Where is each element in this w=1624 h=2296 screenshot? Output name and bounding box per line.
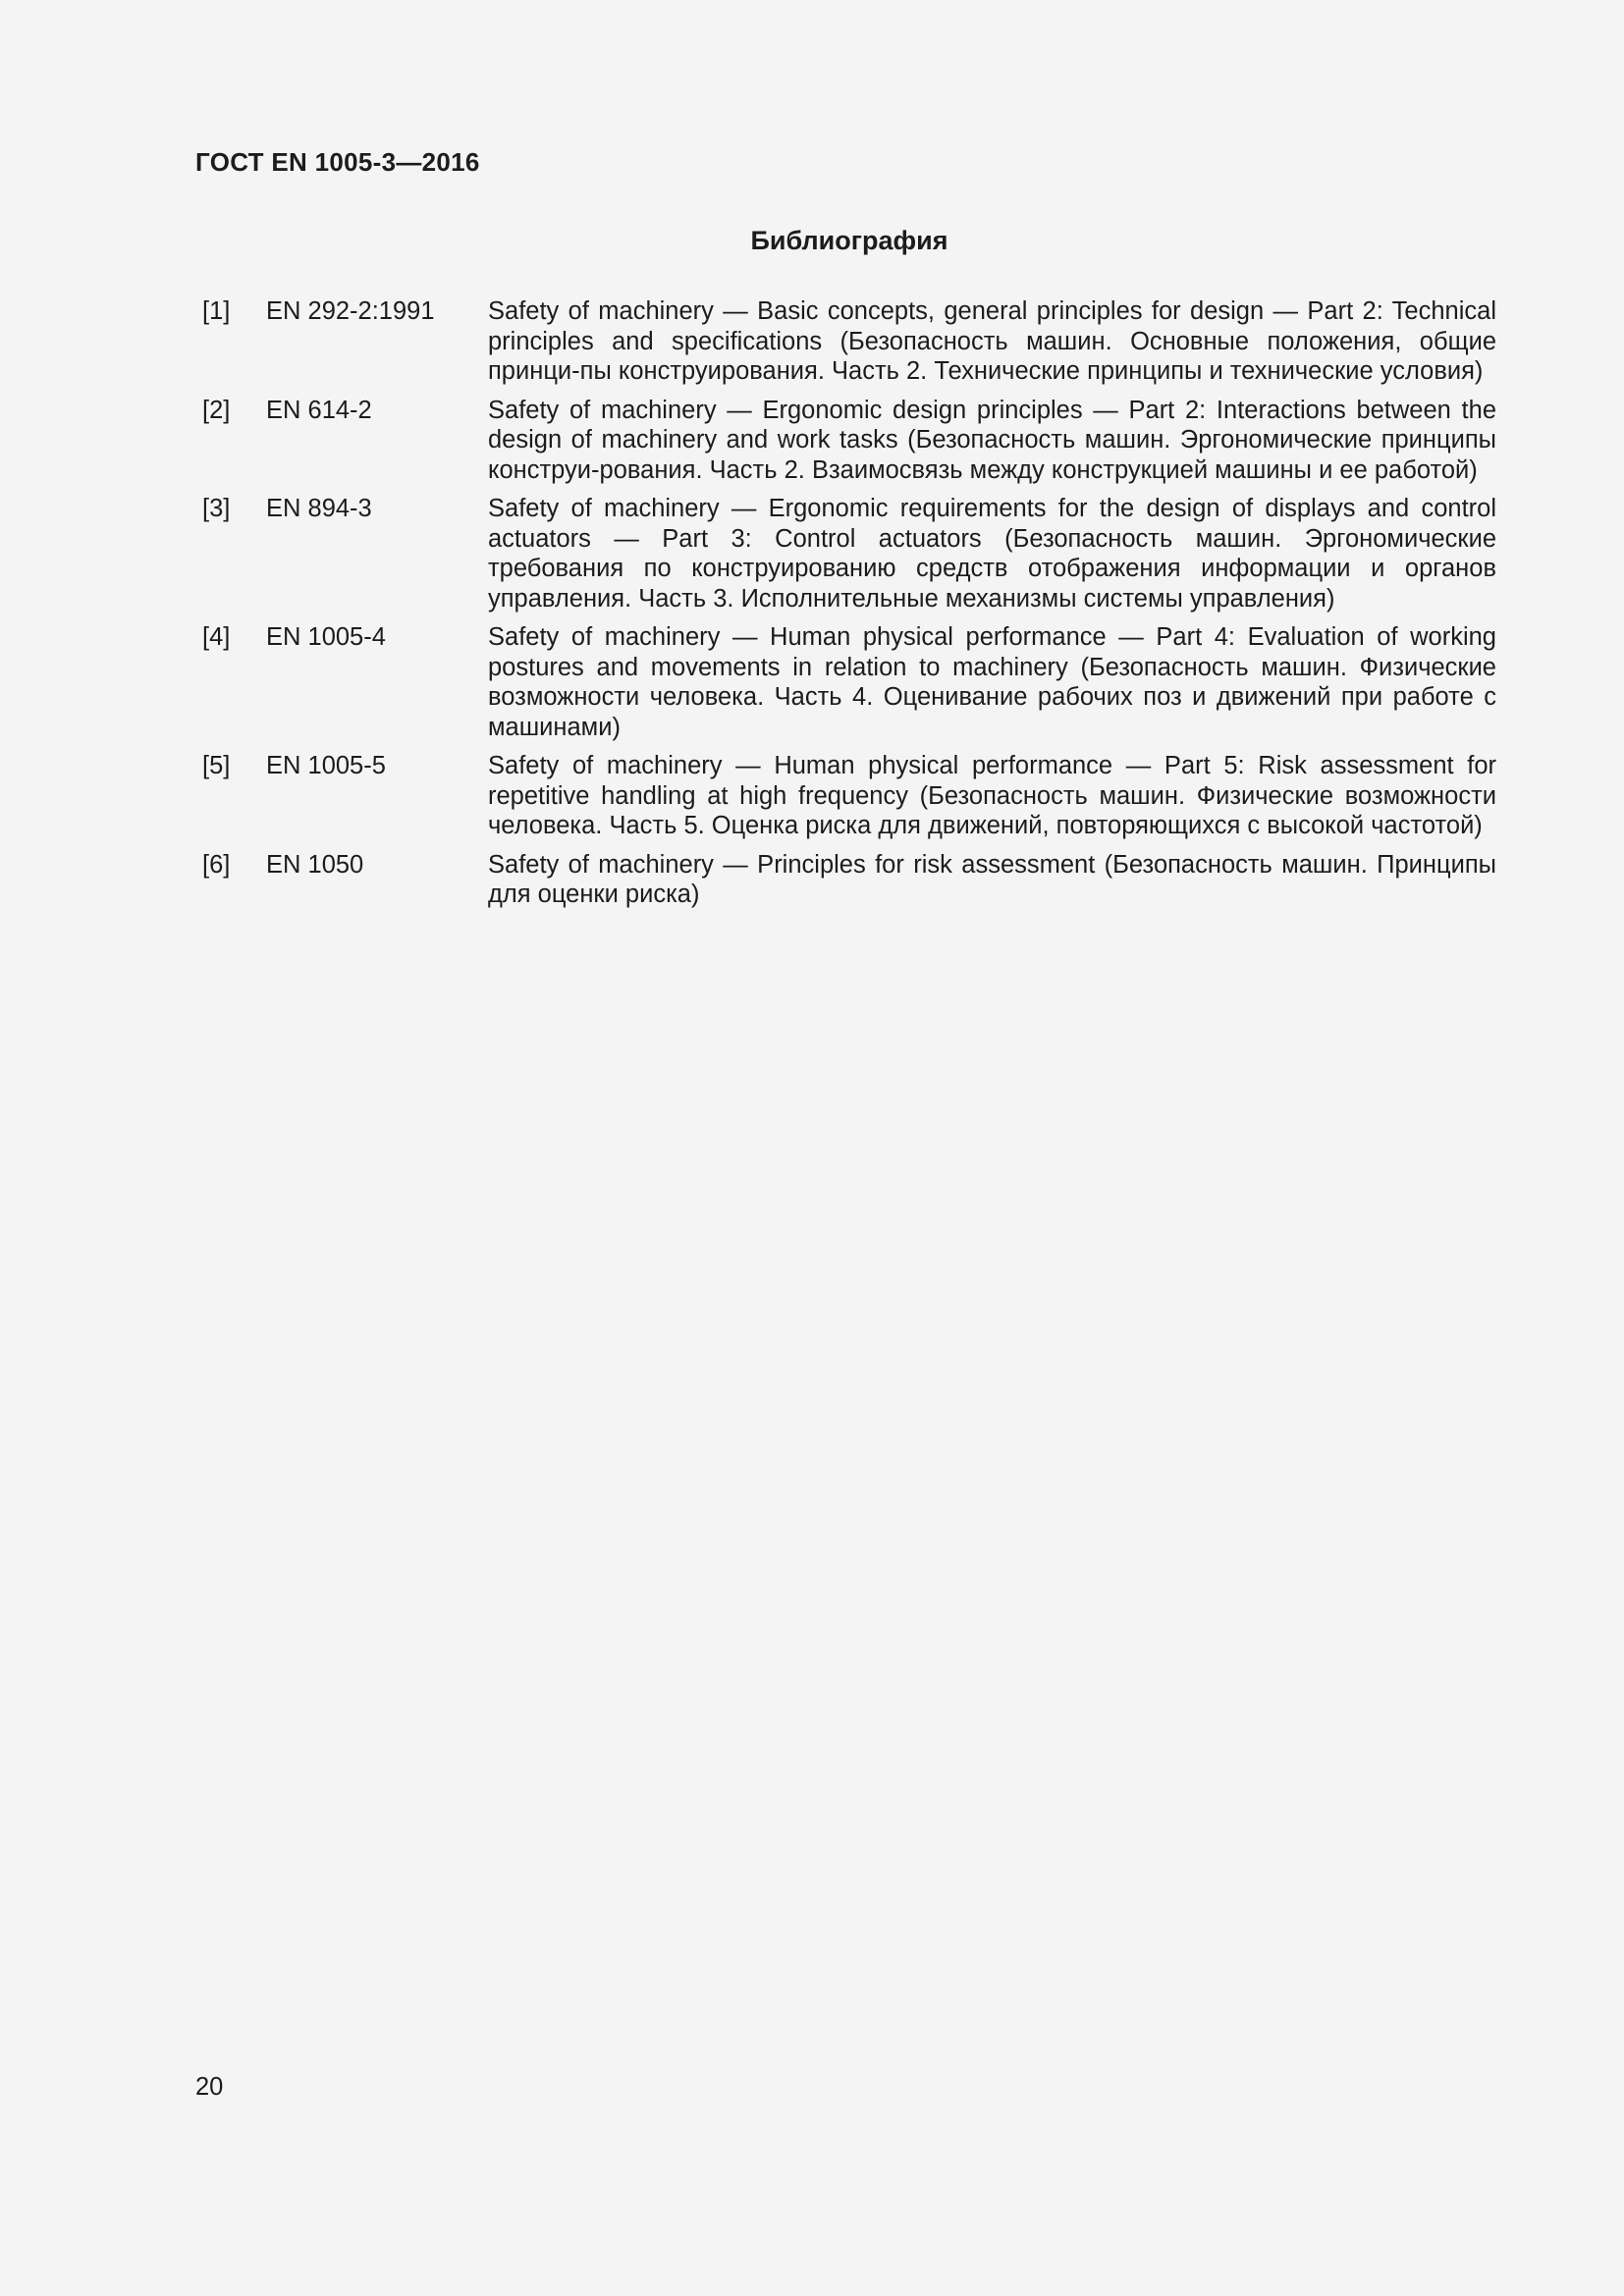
entry-number: [6]: [202, 850, 231, 879]
bibliography-list: [202, 296, 1496, 919]
entry-standard-code: EN 1005-5: [266, 752, 386, 779]
bibliography-entry: [202, 751, 1496, 841]
page-number: 20: [195, 2073, 224, 2101]
entry-standard-code: EN 894-3: [266, 495, 372, 522]
entry-standard-code: EN 292-2:1991: [266, 297, 435, 325]
bibliography-entry: [202, 494, 1496, 614]
bibliography-entry: [202, 850, 1496, 910]
entry-number: [1]: [202, 297, 231, 325]
bibliography-entry: [202, 296, 1496, 387]
entry-title: Safety of machinery — Basic concepts, general principles for design — Part 2: Technical principles and specifications (Безопасность машин. Основные положения, общие принци-пы конструирования. Часть 2. Технические принципы и технические условия): [488, 297, 1496, 385]
entry-title: Safety of machinery — Human physical performance — Part 5: Risk assessment for repetitive handling at high frequency (Безопасность машин. Физические возможности человека. Часть 5. Оценка риска для движений, повторяющихся с высокой частотой): [488, 752, 1496, 839]
entry-title: Safety of machinery — Principles for risk assessment (Безопасность машин. Принципы для оценки риска): [488, 850, 1496, 908]
entry-title: Safety of machinery — Ergonomic requirements for the design of displays and control actuators — Part 3: Control actuators (Безопасность машин. Эргономические требования по конструированию средств отображения информации и органов управления. Часть 3. Исполнительные механизмы системы управления): [488, 495, 1496, 613]
entry-title: Safety of machinery — Human physical performance — Part 4: Evaluation of working postures and movements in relation to machinery (Безопасность машин. Физические возможности человека. Часть 4. Оценивание рабочих поз и движений при работе с машинами): [488, 623, 1496, 741]
entry-standard-code: EN 1050: [266, 850, 364, 879]
entry-number: [3]: [202, 495, 231, 522]
section-title: Библиография: [750, 226, 948, 255]
entry-title: Safety of machinery — Ergonomic design principles — Part 2: Interactions between the design of machinery and work tasks (Безопасность машин. Эргономические принципы конструи-рования. Часть 2. Взаимосвязь между конструкцией машины и ее работой): [488, 396, 1496, 484]
bibliography-entry: [202, 396, 1496, 486]
entry-number: [4]: [202, 623, 231, 651]
entry-standard-code: EN 614-2: [266, 396, 372, 424]
entry-number: [5]: [202, 752, 231, 779]
entry-standard-code: EN 1005-4: [266, 623, 386, 651]
document-header: ГОСТ EN 1005-3—2016: [195, 147, 480, 177]
bibliography-entry: [202, 622, 1496, 742]
entry-number: [2]: [202, 396, 231, 424]
